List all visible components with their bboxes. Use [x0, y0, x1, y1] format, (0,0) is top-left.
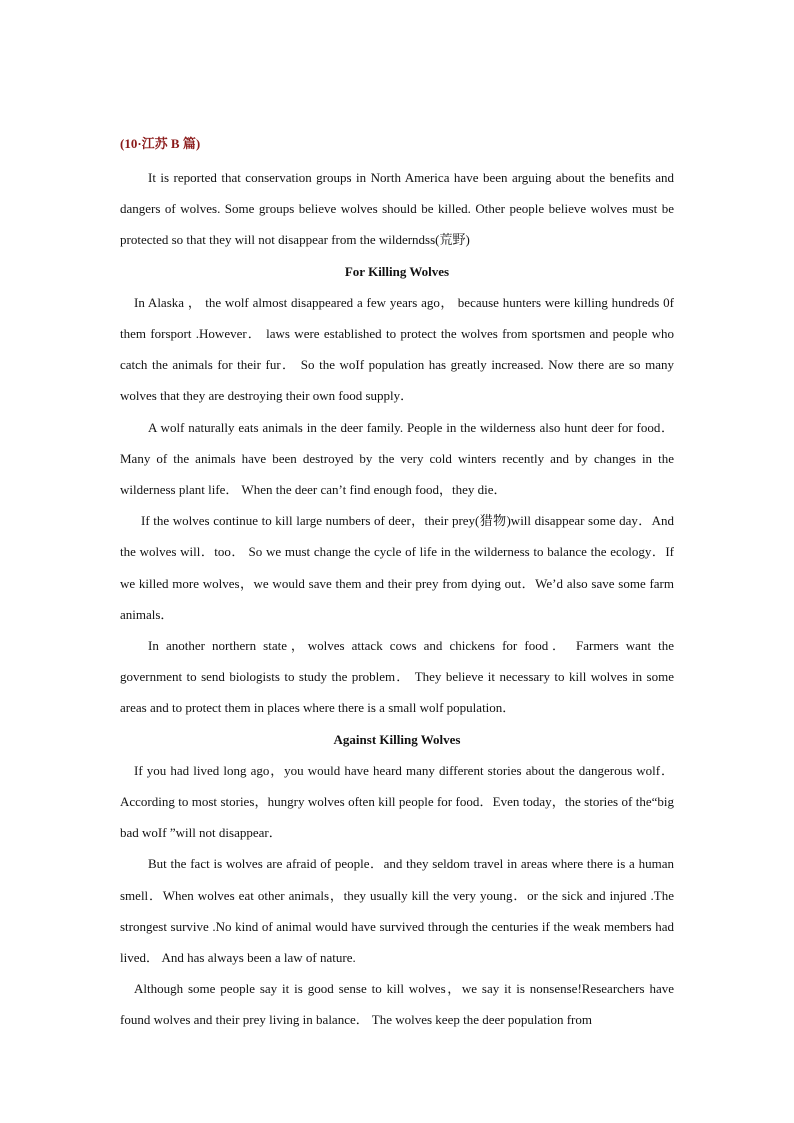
against-paragraph-2: But the fact is wolves are afraid of people．and they seldom travel in areas where there is a human smell．When wolves eat other animals，they usually kill the very young．or the sick and injured .The strongest survive .No kind of animal would have survived through the centuries if the weak members had lived． And has always been a law of nature. [120, 856, 674, 966]
against-paragraph-1: If you had lived long ago，you would have heard many different stories about the dangerous wolf． According to most stories，hungry wolves often kill people for food．Even today，the stories of the“big bad woIf ”will not disappear． [120, 762, 674, 841]
source-label: (10·江苏 B 篇) [120, 136, 201, 151]
intro-paragraph: It is reported that conservation groups in North America have been arguing about the benefits and dangers of wolves. Some groups believe wolves should be killed. Other people believe wolves must be protected so that they will not disappear from the wilderndss(荒野) [120, 170, 674, 248]
for-paragraph-4: In another northern state，wolves attack cows and chickens for food． Farmers want the government to send biologists to study the problem． They believe it necessary to kill wolves in some areas and to protect them in places where there is a small wolf population． [120, 638, 674, 716]
against-paragraph-3: Although some people say it is good sense to kill wolves，we say it is nonsense!Researchers have found wolves and their prey living in balance． The wolves keep the deer population from [120, 981, 674, 1028]
for-paragraph-1: In Alaska ， the wolf almost disappeared a few years ago， because hunters were killing hundreds 0f them forsport .However． laws were established to protect the wolves from sportsmen and people who catch the animals for their fur． So the woIf population has greatly increased. Now there are so many wolves that they are destroying their own food supply． [120, 294, 674, 404]
section-heading-against: Against Killing Wolves [333, 731, 461, 747]
for-paragraph-3: If the wolves continue to kill large numbers of deer，their prey(猎物)will disappear some day．And the wolves will．too． So we must change the cycle of life in the wilderness to balance the ecology．If we killed more wolves，we would save them and their prey from dying out．We’d also save some farm animals． [120, 513, 674, 622]
for-paragraph-2: A wolf naturally eats animals in the deer family. People in the wilderness also hunt deer for food．Many of the animals have been destroyed by the very cold winters recently and by changes in the wilderness plant life． When the deer can’t find enough food，they die． [120, 419, 674, 498]
document-page [120, 131, 674, 1036]
section-heading-for: For Killing Wolves [344, 263, 450, 279]
